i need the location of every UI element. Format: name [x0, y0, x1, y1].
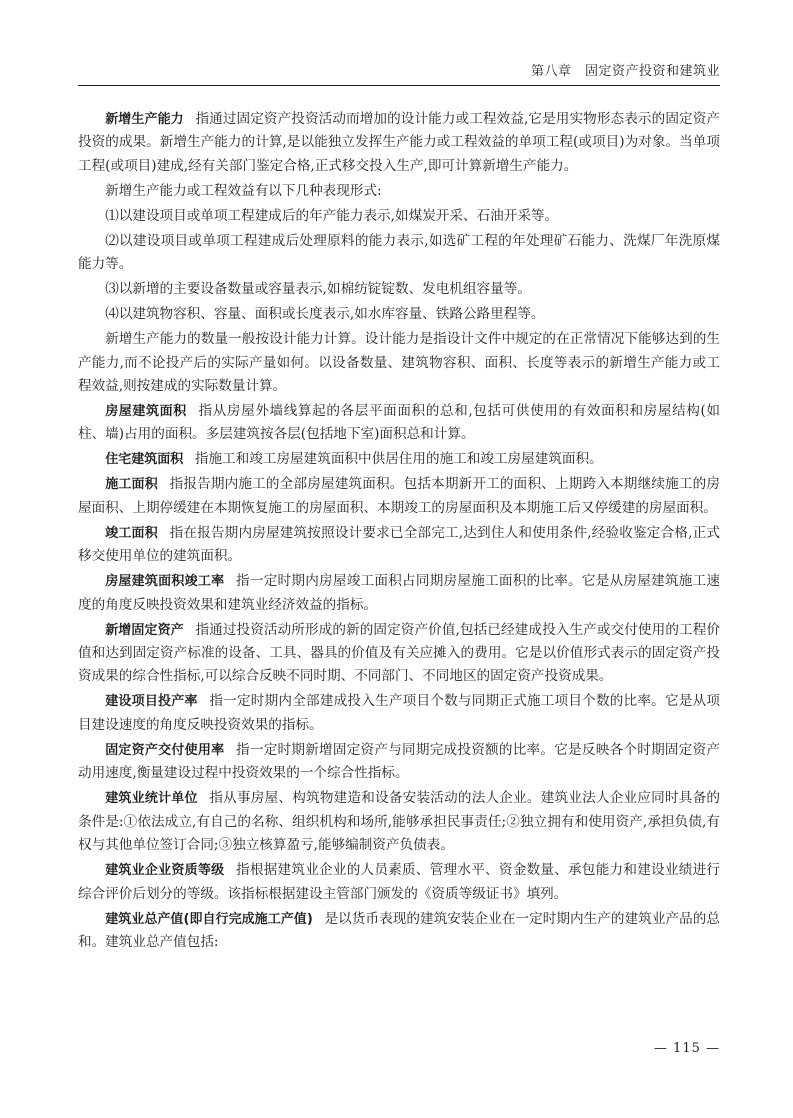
- term-heading: 建筑业统计单位: [105, 791, 198, 807]
- paragraph-text: ⑵以建设项目或单项工程建成后处理原料的能力表示,如选矿工程的年处理矿石能力、洗煤厂年洗原煤能力等。: [78, 232, 720, 273]
- paragraph: [78, 108, 720, 178]
- paragraph-text: ⑶以新增的主要设备数量或容量表示,如棉纺锭锭数、发电机组容量等。: [105, 281, 531, 298]
- paragraph-text: 指从事房屋、构筑物建造和设备安装活动的法人企业。建筑业法人企业应同时具备的条件是:①依法成立,有自己的名称、组织机构和场所,能够承担民事责任;②独立拥有和使用资产,承担负债,有权与其他单位签订合同;③独立核算盈亏,能够编制资产负债表。: [78, 790, 720, 854]
- paragraph: [78, 570, 720, 617]
- paragraph: [78, 278, 720, 301]
- paragraph-text: 指根据建筑业企业的人员素质、管理水平、资金数量、承包能力和建设业绩进行综合评价后划分的等级。该指标根据建设主管部门颁发的《资质等级证书》填列。: [78, 862, 720, 902]
- paragraph-text: ⑷以建筑物容积、容量、面积或长度表示,如水库容量、铁路公路里程等。: [105, 306, 545, 323]
- paragraph-text: 指通过固定资产投资活动而增加的设计能力或工程效益,它是用实物形态表示的固定资产投资的成果。新增生产能力的计算,是以能独立发挥生产能力或工程效益的单项工程(或项目)为对象。当单项工程(或项目)建成,经有关部门鉴定合格,正式移交投入生产,即可计算新增生产能力。: [78, 111, 720, 174]
- paragraph: [78, 448, 720, 471]
- body-text: [78, 108, 720, 956]
- paragraph: [78, 787, 720, 857]
- term-heading: 固定资产交付使用率: [105, 742, 225, 758]
- paragraph: [78, 400, 720, 447]
- term-heading: 建筑业总产值(即自行完成施工产值): [105, 911, 313, 927]
- paragraph-text: 指施工和竣工房屋建筑面积中供居住用的施工和竣工房屋建筑面积。: [194, 451, 603, 468]
- paragraph-text: 指一定时期内全部建成投入生产项目个数与同期正式施工项目个数的比率。它是从项目建设速度的角度反映投资效果的指标。: [78, 693, 720, 733]
- paragraph-text: 指通过投资活动所形成的新的固定资产价值,包括已经建成投入生产或交付使用的工程价值和达到固定资产标准的设备、工具、器具的价值及有关应摊入的费用。它是以价值形式表示的固定资产投资成果的综合性指标,可以综合反映不同时期、不同部门、不同地区的固定资产投资成果。: [78, 621, 720, 685]
- paragraph-text: 新增生产能力或工程效益有以下几种表现形式:: [105, 182, 382, 199]
- paragraph: [78, 690, 720, 737]
- paragraph: [78, 522, 720, 569]
- term-heading: 竣工面积: [105, 525, 158, 541]
- page-number: — 115 —: [653, 1041, 720, 1056]
- paragraph-text: 是以货币表现的建筑安装企业在一定时期内生产的建筑业产品的总和。建筑业总产值包括:: [78, 910, 720, 950]
- paragraph: [78, 859, 720, 906]
- paragraph: [78, 739, 720, 786]
- running-header: 第八章 固定资产投资和建筑业: [530, 64, 720, 79]
- term-heading: 新增生产能力: [105, 112, 184, 127]
- paragraph: [78, 473, 720, 520]
- paragraph-text: 指一定时期内房屋竣工面积占同期房屋施工面积的比率。它是从房屋建筑施工速度的角度反映投资效果和建筑业经济效益的指标。: [78, 573, 720, 613]
- paragraph-text: 新增生产能力的数量一般按设计能力计算。设计能力是指设计文件中规定的在正常情况下能够达到的生产能力,而不论投产后的实际产量如何。以设备数量、建筑物容积、面积、长度等表示的新增生产能力或工程效益,则按建成的实际数量计算。: [78, 331, 720, 395]
- paragraph-text: 指从房屋外墙线算起的各层平面面积的总和,包括可供使用的有效面积和房屋结构(如柱、墙)占用的面积。多层建筑按各层(包括地下室)面积总和计算。: [78, 403, 720, 443]
- paragraph: [78, 328, 720, 398]
- header-rule: [78, 85, 720, 86]
- paragraph: [78, 619, 720, 689]
- paragraph: [78, 303, 720, 326]
- term-heading: 新增固定资产: [105, 622, 184, 638]
- term-heading: 房屋建筑面积: [105, 404, 187, 420]
- paragraph-text: 指报告期内施工的全部房屋建筑面积。包括本期新开工的面积、上期跨入本期继续施工的房屋面积、上期停缓建在本期恢复施工的房屋面积、本期竣工的房屋面积及本期施工后又停缓建的房屋面积。: [78, 476, 720, 516]
- paragraph-text: ⑴以建设项目或单项工程建成后的年产能力表示,如煤炭开采、石油开采等。: [105, 207, 559, 224]
- term-heading: 房屋建筑面积竣工率: [105, 574, 225, 590]
- paragraph-text: 指在报告期内房屋建筑按照设计要求已全部完工,达到住人和使用条件,经验收鉴定合格,正式移交使用单位的建筑面积。: [78, 524, 720, 565]
- paragraph-text: 指一定时期新增固定资产与同期完成投资额的比率。它是反映各个时期固定资产动用速度,衡量建设过程中投资效果的一个综合性指标。: [78, 741, 720, 782]
- paragraph: [78, 230, 720, 277]
- term-heading: 住宅建筑面积: [105, 452, 184, 468]
- term-heading: 施工面积: [105, 477, 158, 493]
- paragraph: [78, 180, 720, 203]
- paragraph: [78, 205, 720, 228]
- term-heading: 建筑业企业资质等级: [105, 863, 225, 879]
- term-heading: 建设项目投产率: [105, 694, 198, 710]
- paragraph: [78, 908, 720, 955]
